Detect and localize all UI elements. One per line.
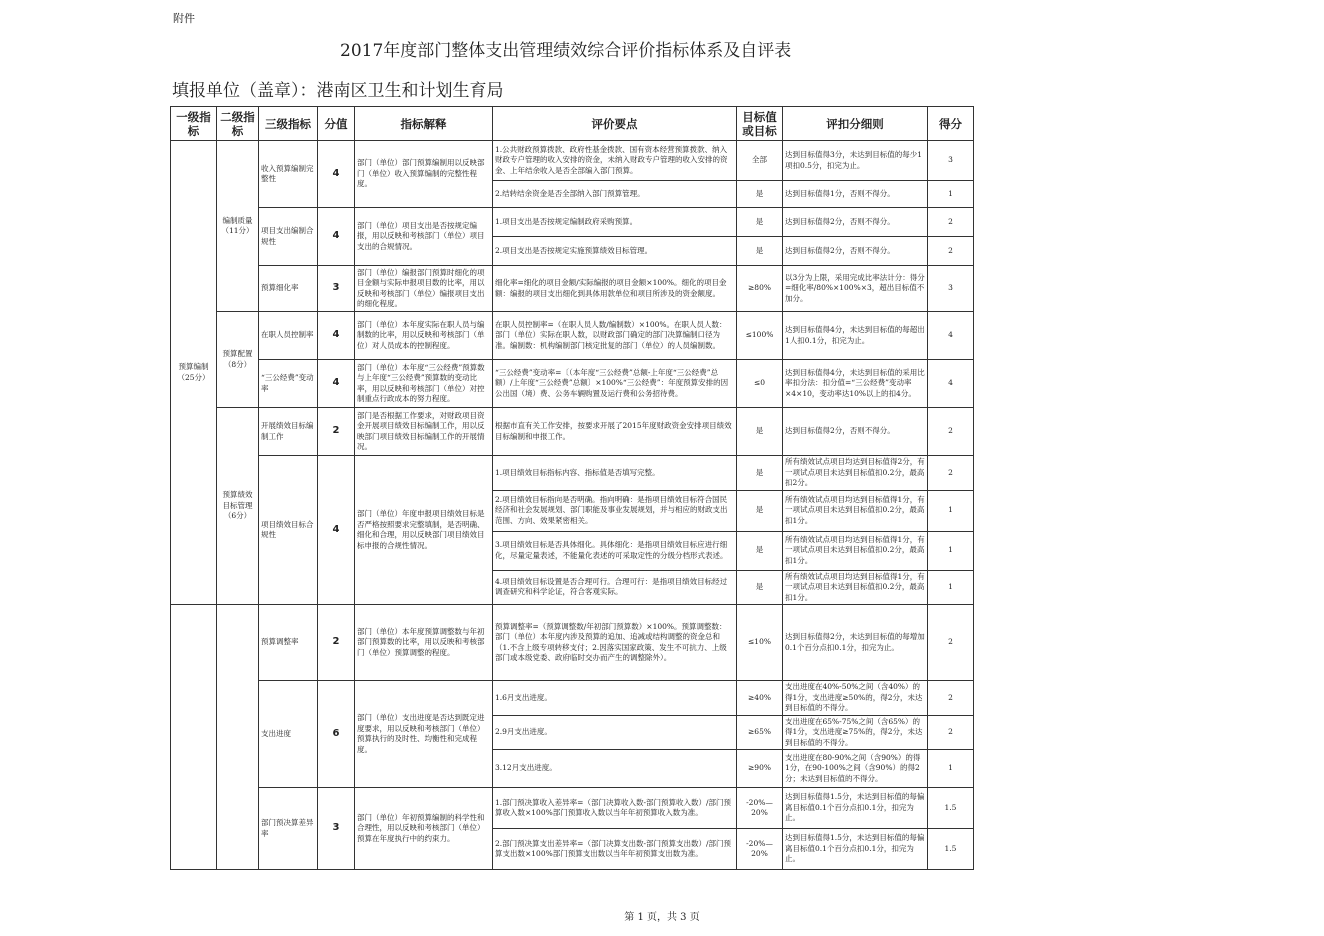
header-target: 目标值或目标 — [737, 107, 783, 141]
point-cell: “三公经费”变动率=〔（本年度“三公经费”总额-上年度“三公经费”总额）/上年度“三公经费”总额〕×100%“三公经费”：年度预算安排的因公出国（境）费、公务车辆购置及运行费和公务招待费。 — [493, 360, 737, 408]
target-cell: 是 — [737, 408, 783, 456]
explain-cell: 部门（单位）年初预算编制的科学性和合理性，用以反映和考核部门（单位）预算在年度执行中的约束力。 — [355, 788, 493, 870]
reporting-unit: 填报单位（盖章）：港南区卫生和计划生育局 — [172, 81, 504, 101]
table-row — [171, 408, 974, 456]
table-row — [171, 456, 974, 491]
rule-cell: 达到目标值得1.5分，未达到目标值的每偏离目标值0.1个百分点扣0.1分，扣完为止。 — [783, 829, 928, 870]
l3-cell: 预算调整率 — [259, 605, 318, 681]
point-cell: 2.项目绩效目标指向是否明确。指向明确：是指项目绩效目标符合国民经济和社会发展规划、部门职能及事业发展规划，并与相应的财政支出范围、方向、效果紧密相关。 — [493, 490, 737, 531]
got-cell: 1 — [928, 531, 974, 570]
explain-cell: 部门（单位）本年度“三公经费”预算数与上年度“三公经费”预算数的变动比率，用以反映和考核部门（单位）对控制重点行政成本的努力程度。 — [355, 360, 493, 408]
point-cell: 1.公共财政预算拨款、政府性基金拨款、国有资本经营预算拨款、纳入财政专户管理的收入安排的资金，未纳入财政专户管理的收入安排的资金、上年结余收入是否全部编入部门预算。 — [493, 141, 737, 181]
table-row — [171, 141, 974, 181]
l3-cell: 在职人员控制率 — [259, 312, 318, 360]
header-got: 得分 — [928, 107, 974, 141]
target-cell: 是 — [737, 208, 783, 237]
target-cell: 是 — [737, 570, 783, 605]
rule-cell: 达到目标值得2分，否则不得分。 — [783, 208, 928, 237]
page-title: 2017年度部门整体支出管理绩效综合评价指标体系及自评表 — [340, 41, 792, 61]
l2-execution — [217, 605, 259, 870]
point-cell: 1.项目绩效目标指标内容、指标值是否填写完整。 — [493, 456, 737, 491]
got-cell: 1.5 — [928, 829, 974, 870]
target-cell: ≥90% — [737, 750, 783, 788]
point-cell: 2.9月支出进度。 — [493, 715, 737, 750]
header-l2: 二级指标 — [217, 107, 259, 141]
l3-cell: 项目绩效目标合规性 — [259, 456, 318, 605]
explain-cell: 部门是否根据工作要求，对财政项目资金开展项目绩效目标编制工作，用以反映部门项目绩效目标编制工作的开展情况。 — [355, 408, 493, 456]
explain-cell: 部门（单位）本年度预算调整数与年初部门预算数的比率，用以反映和考核部门（单位）预算调整的程度。 — [355, 605, 493, 681]
rule-cell: 所有绩效试点项目均达到目标值得1分，有一项试点项目未达到目标值扣0.2分，最高扣1分。 — [783, 531, 928, 570]
explain-cell: 部门（单位）项目支出是否按规定编报，用以反映和考核部门（单位）项目支出的合规情况。 — [355, 208, 493, 266]
rule-cell: 达到目标值得1分，否则不得分。 — [783, 181, 928, 208]
header-l1: 一级指标 — [171, 107, 217, 141]
target-cell: ≤100% — [737, 312, 783, 360]
rule-cell: 达到目标值得3分，未达到目标值的每少1项扣0.5分，扣完为止。 — [783, 141, 928, 181]
point-cell: 预算调整率=（预算调整数/年初部门预算数）×100%。预算调整数：部门（单位）本年度内涉及预算的追加、追减或结构调整的资金总和（1.不含上级专项转移支付；2.因落实国家政策、发生不可抗力、上级部门或本级党委、政府临时交办而产生的调整除外）。 — [493, 605, 737, 681]
l3-cell: 部门预决算差异率 — [259, 788, 318, 870]
l3-cell: 收入预算编制完整性 — [259, 141, 318, 208]
header-explain: 指标解释 — [355, 107, 493, 141]
score-cell: 6 — [318, 681, 355, 788]
target-cell: ≤0 — [737, 360, 783, 408]
got-cell: 2 — [928, 605, 974, 681]
rule-cell: 达到目标值得2分，否则不得分。 — [783, 408, 928, 456]
header-deduct: 评扣分细则 — [783, 107, 928, 141]
l3-cell: 开展绩效目标编制工作 — [259, 408, 318, 456]
l3-cell: 支出进度 — [259, 681, 318, 788]
header-points: 评价要点 — [493, 107, 737, 141]
table-row — [171, 208, 974, 237]
got-cell: 3 — [928, 141, 974, 181]
point-cell: 3.12月支出进度。 — [493, 750, 737, 788]
got-cell: 2 — [928, 408, 974, 456]
target-cell: 是 — [737, 181, 783, 208]
header-l3: 三级指标 — [259, 107, 318, 141]
got-cell: 1 — [928, 490, 974, 531]
point-cell: 根据市直有关工作安排，按要求开展了2015年度财政资金安排项目绩效目标编制和申报工作。 — [493, 408, 737, 456]
target-cell: ≤10% — [737, 605, 783, 681]
point-cell: 细化率=细化的项目金额/实际编报的项目金额×100%。细化的项目金额：编报的项目支出细化到具体用款单位和项目所涉及的资金额度。 — [493, 266, 737, 312]
point-cell: 1.6月支出进度。 — [493, 681, 737, 716]
rule-cell: 所有绩效试点项目均达到目标值得1分，有一项试点项目未达到目标值扣0.2分，最高扣1分。 — [783, 570, 928, 605]
got-cell: 4 — [928, 360, 974, 408]
score-cell: 2 — [318, 408, 355, 456]
explain-cell: 部门（单位）编报部门预算时细化的项目金额与实际申报项目数的比率，用以反映和考核部门（单位）编报项目支出的细化程度。 — [355, 266, 493, 312]
got-cell: 3 — [928, 266, 974, 312]
page-footer: 第 1 页，共 3 页 — [624, 912, 700, 923]
score-cell: 4 — [318, 208, 355, 266]
point-cell: 2.结转结余资金是否全部纳入部门预算管理。 — [493, 181, 737, 208]
table-row — [171, 312, 974, 360]
target-cell: 是 — [737, 490, 783, 531]
rule-cell: 支出进度在80-90%之间（含90%）的得1分，在90-100%之间（含90%）的得2分；未达到目标值的不得分。 — [783, 750, 928, 788]
score-cell: 4 — [318, 360, 355, 408]
got-cell: 2 — [928, 681, 974, 716]
score-cell: 4 — [318, 141, 355, 208]
point-cell: 在职人员控制率=（在职人员人数/编制数）×100%。在职人员人数：部门（单位）实际在职人数，以财政部门确定的部门决算编制口径为准。编制数：机构编制部门核定批复的部门（单位）的人员编制数。 — [493, 312, 737, 360]
explain-cell: 部门（单位）支出进度是否达到既定进度要求，用以反映和考核部门（单位）预算执行的及时性、均衡性和完成程度。 — [355, 681, 493, 788]
got-cell: 4 — [928, 312, 974, 360]
point-cell: 1.项目支出是否按规定编制政府采购预算。 — [493, 208, 737, 237]
target-cell: ≥40% — [737, 681, 783, 716]
l1-execution — [171, 605, 217, 870]
explain-cell: 部门（单位）部门预算编制用以反映部门（单位）收入预算编制的完整性程度。 — [355, 141, 493, 208]
l3-cell: “三公经费”变动率 — [259, 360, 318, 408]
target-cell: -20%—20% — [737, 788, 783, 829]
score-cell: 4 — [318, 312, 355, 360]
annex-label: 附件 — [173, 12, 195, 25]
table-row — [171, 681, 974, 716]
score-cell: 2 — [318, 605, 355, 681]
rule-cell: 所有绩效试点项目均达到目标值得2分，有一项试点项目未达到目标值扣0.2分，最高扣2分。 — [783, 456, 928, 491]
score-cell: 3 — [318, 788, 355, 870]
point-cell: 1.部门预决算收入差异率=（部门决算收入数-部门预算收入数）/部门预算收入数×100%部门预算收入数以当年年初预算收入数为准。 — [493, 788, 737, 829]
rule-cell: 支出进度在65%-75%之间（含65%）的得1分，支出进度≥75%的，得2分，未达到目标值的不得分。 — [783, 715, 928, 750]
got-cell: 1 — [928, 181, 974, 208]
table-row — [171, 266, 974, 312]
target-cell: 全部 — [737, 141, 783, 181]
l2-perf: 预算绩效目标管理（6分） — [217, 408, 259, 605]
target-cell: 是 — [737, 237, 783, 266]
target-cell: ≥65% — [737, 715, 783, 750]
explain-cell: 部门（单位）本年度实际在职人员与编制数的比率，用以反映和考核部门（单位）对人员成本的控制程度。 — [355, 312, 493, 360]
point-cell: 4.项目绩效目标设置是否合理可行。合理可行：是指项目绩效目标经过调查研究和科学论证，符合客观实际。 — [493, 570, 737, 605]
target-cell: ≥80% — [737, 266, 783, 312]
got-cell: 2 — [928, 715, 974, 750]
l2-allocation: 预算配置（8分） — [217, 312, 259, 408]
table-row — [171, 605, 974, 681]
l3-cell: 项目支出编制合规性 — [259, 208, 318, 266]
got-cell: 2 — [928, 237, 974, 266]
target-cell: -20%—20% — [737, 829, 783, 870]
rule-cell: 所有绩效试点项目均达到目标值得1分，有一项试点项目未达到目标值扣0.2分，最高扣1分。 — [783, 490, 928, 531]
got-cell: 2 — [928, 456, 974, 491]
l1-budget: 预算编制（25分） — [171, 141, 217, 605]
explain-cell: 部门（单位）年度申报项目绩效目标是否严格按照要求完整填制，是否明确、细化和合理，用以反映部门项目绩效目标申报的合规性情况。 — [355, 456, 493, 605]
evaluation-table — [170, 106, 974, 870]
rule-cell: 达到目标值得2分，否则不得分。 — [783, 237, 928, 266]
got-cell: 1 — [928, 750, 974, 788]
table-row — [171, 360, 974, 408]
rule-cell: 支出进度在40%-50%之间（含40%）的得1分，支出进度≥50%的，得2分，未达到目标值的不得分。 — [783, 681, 928, 716]
table-row — [171, 788, 974, 829]
got-cell: 1 — [928, 570, 974, 605]
rule-cell: 达到目标值得2分，未达到目标值的每增加0.1个百分点扣0.1分，扣完为止。 — [783, 605, 928, 681]
score-cell: 3 — [318, 266, 355, 312]
l2-quality: 编制质量（11分） — [217, 141, 259, 312]
target-cell: 是 — [737, 456, 783, 491]
point-cell: 2.项目支出是否按规定实施预算绩效目标管理。 — [493, 237, 737, 266]
rule-cell: 达到目标值得4分，未达到目标值的每超出1人扣0.1分，扣完为止。 — [783, 312, 928, 360]
got-cell: 2 — [928, 208, 974, 237]
header-score: 分值 — [318, 107, 355, 141]
score-cell: 4 — [318, 456, 355, 605]
header-row — [171, 107, 974, 141]
l3-cell: 预算细化率 — [259, 266, 318, 312]
rule-cell: 以3分为上限，采用完成比率法计分：得分=细化率/80%×100%×3，超出目标值不加分。 — [783, 266, 928, 312]
point-cell: 3.项目绩效目标是否具体细化。具体细化：是指项目绩效目标应进行细化，尽量定量表述，不能量化表述的可采取定性的分级分档形式表述。 — [493, 531, 737, 570]
target-cell: 是 — [737, 531, 783, 570]
rule-cell: 达到目标值得4分，未达到目标值的采用比率扣分法：扣分值=“三公经费”变动率×4×10，变动率达10%以上的扣4分。 — [783, 360, 928, 408]
got-cell: 1.5 — [928, 788, 974, 829]
point-cell: 2.部门预决算支出差异率=（部门决算支出数-部门预算支出数）/部门预算支出数×100%部门预算支出数以当年年初预算支出数为准。 — [493, 829, 737, 870]
rule-cell: 达到目标值得1.5分，未达到目标值的每偏离目标值0.1个百分点扣0.1分，扣完为止。 — [783, 788, 928, 829]
